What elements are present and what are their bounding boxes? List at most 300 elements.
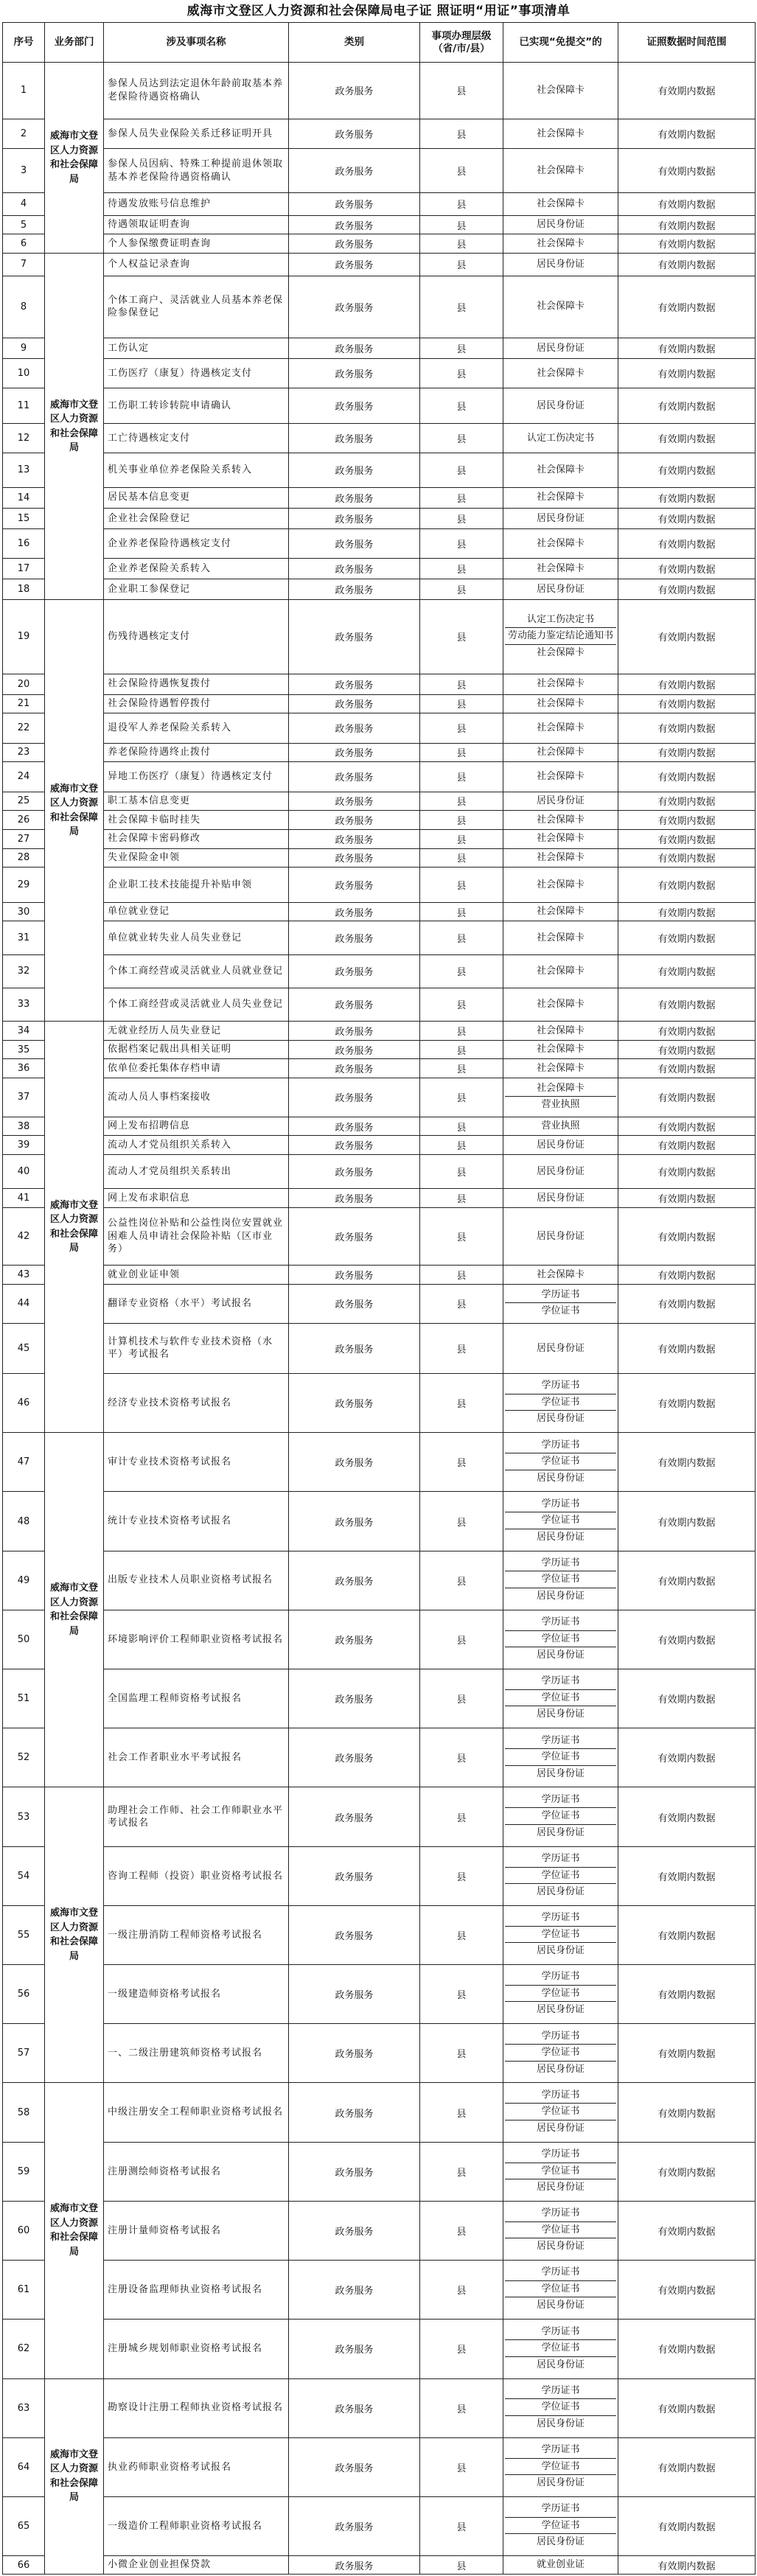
certificate-cell — [503, 2437, 618, 2496]
item-level: 县 — [420, 254, 503, 276]
item-name: 勘察设计注册工程师执业资格考试报名 — [104, 2378, 289, 2437]
row-number: 14 — [3, 487, 45, 508]
item-name: 失业保险金申领 — [104, 848, 289, 868]
item-type: 政务服务 — [289, 1492, 420, 1551]
item-name: 咨询工程师（投资）职业资格考试报名 — [104, 1846, 289, 1905]
data-range: 有效期内数据 — [618, 2024, 756, 2083]
item-level: 县 — [420, 1492, 503, 1551]
certificate-cell — [503, 1189, 618, 1208]
certificate-name: 学位证书 — [505, 1807, 616, 1824]
certificate-cell — [503, 848, 618, 868]
item-level: 县 — [420, 1078, 503, 1117]
item-type: 政务服务 — [289, 487, 420, 508]
item-name: 执业药师职业资格考试报名 — [104, 2437, 289, 2496]
certificate-name: 居民身份证 — [505, 2179, 616, 2196]
row-number: 49 — [3, 1551, 45, 1610]
header-cert: 已实现“免提交”的 — [503, 23, 618, 63]
table-row — [3, 579, 756, 600]
certificate-cell — [503, 988, 618, 1021]
item-type: 政务服务 — [289, 694, 420, 713]
certificate-cell — [503, 2261, 618, 2320]
certificate-name: 社会保障卡 — [536, 1062, 585, 1074]
data-range: 有效期内数据 — [618, 254, 756, 276]
item-type: 政务服务 — [289, 559, 420, 579]
certificate-name: 社会保障卡 — [505, 644, 616, 661]
item-type: 政务服务 — [289, 254, 420, 276]
table-row — [3, 149, 756, 193]
certificate-name: 学历证书 — [541, 1675, 580, 1687]
certificate-name: 学历证书 — [541, 1852, 580, 1864]
header-row — [3, 23, 756, 63]
certificate-cell — [503, 453, 618, 487]
certificate-name: 居民身份证 — [536, 342, 585, 354]
row-number: 33 — [3, 988, 45, 1021]
table-row — [3, 1040, 756, 1059]
item-level: 县 — [420, 2201, 503, 2260]
data-range: 有效期内数据 — [618, 1323, 756, 1373]
certificate-name: 居民身份证 — [536, 1230, 585, 1242]
data-range: 有效期内数据 — [618, 600, 756, 674]
certificate-cell — [503, 1117, 618, 1136]
row-number: 8 — [3, 276, 45, 338]
certificate-name: 社会保障卡 — [536, 128, 585, 139]
item-type: 政务服务 — [289, 1728, 420, 1787]
certificate-cell — [503, 508, 618, 528]
table-row — [3, 254, 756, 276]
data-range: 有效期内数据 — [618, 1208, 756, 1266]
row-number: 40 — [3, 1155, 45, 1189]
row-number: 37 — [3, 1078, 45, 1117]
table-row — [3, 2556, 756, 2575]
certificate-name: 学位证书 — [505, 1748, 616, 1765]
certificate-name: 社会保障卡 — [536, 85, 585, 97]
table-row — [3, 2378, 756, 2437]
certificate-name: 社会保障卡 — [536, 164, 585, 176]
certificate-cell — [503, 2142, 618, 2201]
certificate-name: 学位证书 — [505, 1394, 616, 1411]
certificate-cell — [503, 63, 618, 119]
certificate-name: 居民身份证 — [505, 1410, 616, 1427]
item-level: 县 — [420, 1374, 503, 1433]
item-name: 个体工商户、灵活就业人员基本养老保险参保登记 — [104, 276, 289, 338]
table-row — [3, 713, 756, 743]
data-range: 有效期内数据 — [618, 954, 756, 988]
item-type: 政务服务 — [289, 1078, 420, 1117]
item-level: 县 — [420, 215, 503, 234]
item-level: 县 — [420, 2437, 503, 2496]
item-level: 县 — [420, 2378, 503, 2437]
item-level: 县 — [420, 453, 503, 487]
data-range: 有效期内数据 — [618, 921, 756, 954]
item-level: 县 — [420, 388, 503, 424]
certificate-cell — [503, 954, 618, 988]
table-row — [3, 1078, 756, 1117]
table-row — [3, 921, 756, 954]
table-row — [3, 2201, 756, 2260]
item-name: 公益性岗位补贴和公益性岗位安置就业困难人员申请社会保险补贴（区市业务） — [104, 1208, 289, 1266]
item-type: 政务服务 — [289, 1846, 420, 1905]
certificate-cell — [503, 2083, 618, 2142]
table-row — [3, 1433, 756, 1492]
table-row — [3, 508, 756, 528]
certificate-name: 学位证书 — [505, 2517, 616, 2534]
item-name: 参保人员达到法定退休年龄前取基本养老保险待遇资格确认 — [104, 63, 289, 119]
row-number: 61 — [3, 2261, 45, 2320]
item-type: 政务服务 — [289, 1284, 420, 1323]
certificate-name: 学位证书 — [505, 2458, 616, 2475]
item-level: 县 — [420, 276, 503, 338]
data-range: 有效期内数据 — [618, 1059, 756, 1078]
row-number: 31 — [3, 921, 45, 954]
row-number: 19 — [3, 600, 45, 674]
table-row — [3, 1059, 756, 1078]
certificate-name: 社会保障卡 — [536, 678, 585, 690]
item-level: 县 — [420, 1022, 503, 1041]
item-type: 政务服务 — [289, 2261, 420, 2320]
row-number: 22 — [3, 713, 45, 743]
data-range: 有效期内数据 — [618, 1136, 756, 1155]
item-name: 伤残待遇核定支付 — [104, 600, 289, 674]
item-type: 政务服务 — [289, 988, 420, 1021]
item-type: 政务服务 — [289, 954, 420, 988]
item-type: 政务服务 — [289, 792, 420, 811]
data-range: 有效期内数据 — [618, 2261, 756, 2320]
row-number: 28 — [3, 848, 45, 868]
item-level: 县 — [420, 423, 503, 453]
item-type: 政务服务 — [289, 674, 420, 694]
item-type: 政务服务 — [289, 358, 420, 388]
certificate-name: 居民身份证 — [505, 1529, 616, 1546]
item-level: 县 — [420, 674, 503, 694]
item-name: 流动人员人事档案接收 — [104, 1078, 289, 1117]
department-cell: 威海市文登区人力资源和社会保障局 — [45, 2378, 104, 2575]
item-name: 注册计量师资格考试报名 — [104, 2201, 289, 2260]
data-range: 有效期内数据 — [618, 528, 756, 558]
item-name: 退役军人养老保险关系转入 — [104, 713, 289, 743]
data-range: 有效期内数据 — [618, 1266, 756, 1285]
item-type: 政务服务 — [289, 600, 420, 674]
item-type: 政务服务 — [289, 423, 420, 453]
item-type: 政务服务 — [289, 1551, 420, 1610]
certificate-name: 居民身份证 — [505, 1647, 616, 1664]
certificate-cell — [503, 1059, 618, 1078]
items-table — [2, 22, 756, 2575]
table-row — [3, 1551, 756, 1610]
data-range: 有效期内数据 — [618, 423, 756, 453]
certificate-cell — [503, 234, 618, 254]
certificate-name: 居民身份证 — [505, 1470, 616, 1487]
item-level: 县 — [420, 1846, 503, 1905]
certificate-cell — [503, 528, 618, 558]
item-level: 县 — [420, 2083, 503, 2142]
row-number: 12 — [3, 423, 45, 453]
item-type: 政务服务 — [289, 1965, 420, 2024]
data-range: 有效期内数据 — [618, 559, 756, 579]
item-type: 政务服务 — [289, 868, 420, 903]
item-level: 县 — [420, 2142, 503, 2201]
item-level: 县 — [420, 902, 503, 921]
item-level: 县 — [420, 1266, 503, 1285]
item-level: 县 — [420, 1136, 503, 1155]
certificate-name: 学位证书 — [505, 1689, 616, 1706]
table-row — [3, 1787, 756, 1846]
certificate-name: 居民身份证 — [536, 219, 585, 231]
item-level: 县 — [420, 2556, 503, 2575]
data-range: 有效期内数据 — [618, 358, 756, 388]
row-number: 5 — [3, 215, 45, 234]
row-number: 21 — [3, 694, 45, 713]
item-type: 政务服务 — [289, 1155, 420, 1189]
certificate-cell — [503, 1323, 618, 1373]
certificate-name: 就业创业证 — [536, 2559, 585, 2571]
certificate-cell — [503, 1284, 618, 1323]
row-number: 41 — [3, 1189, 45, 1208]
certificate-name: 学历证书 — [541, 2325, 580, 2337]
item-type: 政务服务 — [289, 2437, 420, 2496]
table-row — [3, 119, 756, 148]
certificate-name: 学历证书 — [541, 2030, 580, 2042]
table-row — [3, 868, 756, 903]
certificate-name: 居民身份证 — [536, 259, 585, 270]
certificate-name: 学位证书 — [505, 1453, 616, 1470]
table-row — [3, 1266, 756, 1285]
table-row — [3, 1155, 756, 1189]
data-range: 有效期内数据 — [618, 119, 756, 148]
certificate-name: 社会保障卡 — [536, 1025, 585, 1036]
item-name: 社会保障卡临时挂失 — [104, 811, 289, 830]
certificate-name: 社会保障卡 — [536, 237, 585, 249]
certificate-cell — [503, 829, 618, 848]
item-type: 政务服务 — [289, 149, 420, 193]
item-level: 县 — [420, 1669, 503, 1728]
certificate-name: 社会保障卡 — [536, 492, 585, 503]
certificate-cell — [503, 694, 618, 713]
row-number: 4 — [3, 193, 45, 216]
row-number: 38 — [3, 1117, 45, 1136]
item-level: 县 — [420, 2320, 503, 2378]
data-range: 有效期内数据 — [618, 829, 756, 848]
certificate-name: 学历证书 — [541, 1288, 580, 1300]
item-type: 政务服务 — [289, 388, 420, 424]
table-row — [3, 829, 756, 848]
data-range: 有效期内数据 — [618, 811, 756, 830]
certificate-cell — [503, 811, 618, 830]
item-level: 县 — [420, 193, 503, 216]
item-level: 县 — [420, 149, 503, 193]
certificate-cell — [503, 674, 618, 694]
data-range: 有效期内数据 — [618, 2142, 756, 2201]
department-cell: 威海市文登区人力资源和社会保障局 — [45, 1022, 104, 1433]
item-name: 社会工作者职业水平考试报名 — [104, 1728, 289, 1787]
certificate-cell — [503, 1965, 618, 2024]
item-level: 县 — [420, 487, 503, 508]
item-level: 县 — [420, 600, 503, 674]
certificate-cell — [503, 119, 618, 148]
item-type: 政务服务 — [289, 2024, 420, 2083]
certificate-name: 居民身份证 — [505, 1942, 616, 1959]
certificate-cell — [503, 600, 618, 674]
item-name: 企业社会保险登记 — [104, 508, 289, 528]
certificate-name: 学位证书 — [505, 1867, 616, 1884]
item-name: 网上发布求职信息 — [104, 1189, 289, 1208]
certificate-name: 居民身份证 — [505, 2415, 616, 2432]
table-row — [3, 954, 756, 988]
row-number: 59 — [3, 2142, 45, 2201]
certificate-name: 学位证书 — [505, 1926, 616, 1943]
certificate-cell — [503, 2201, 618, 2260]
item-name: 流动人才党员组织关系转入 — [104, 1136, 289, 1155]
certificate-name: 学位证书 — [505, 1630, 616, 1647]
row-number: 55 — [3, 1905, 45, 1964]
item-type: 政务服务 — [289, 63, 420, 119]
certificate-cell — [503, 338, 618, 358]
item-type: 政务服务 — [289, 848, 420, 868]
department-cell: 威海市文登区人力资源和社会保障局 — [45, 1433, 104, 1787]
certificate-name: 社会保障卡 — [536, 852, 585, 864]
certificate-name: 居民身份证 — [505, 2474, 616, 2491]
certificate-name: 学历证书 — [541, 2443, 580, 2455]
item-type: 政务服务 — [289, 1374, 420, 1433]
item-level: 县 — [420, 868, 503, 903]
data-range: 有效期内数据 — [618, 1846, 756, 1905]
certificate-name: 居民身份证 — [505, 2238, 616, 2255]
certificate-name: 学历证书 — [541, 2089, 580, 2101]
item-type: 政务服务 — [289, 902, 420, 921]
certificate-name: 社会保障卡 — [536, 464, 585, 476]
data-range: 有效期内数据 — [618, 1905, 756, 1964]
item-type: 政务服务 — [289, 579, 420, 600]
item-type: 政务服务 — [289, 1059, 420, 1078]
certificate-cell — [503, 1040, 618, 1059]
certificate-name: 社会保障卡 — [536, 932, 585, 943]
certificate-cell — [503, 921, 618, 954]
data-range: 有效期内数据 — [618, 674, 756, 694]
row-number: 20 — [3, 674, 45, 694]
data-range: 有效期内数据 — [618, 1492, 756, 1551]
row-number: 50 — [3, 1610, 45, 1669]
certificate-name: 营业执照 — [541, 1120, 580, 1132]
certificate-name: 居民身份证 — [505, 2297, 616, 2314]
certificate-name: 学位证书 — [505, 1571, 616, 1588]
table-row — [3, 848, 756, 868]
row-number: 47 — [3, 1433, 45, 1492]
header-range: 证照数据时间范围 — [618, 23, 756, 63]
certificate-name: 居民身份证 — [505, 1765, 616, 1782]
table-row — [3, 2437, 756, 2496]
item-name: 居民基本信息变更 — [104, 487, 289, 508]
item-level: 县 — [420, 954, 503, 988]
data-range: 有效期内数据 — [618, 276, 756, 338]
certificate-name: 居民身份证 — [536, 1139, 585, 1151]
certificate-cell — [503, 743, 618, 762]
certificate-name: 社会保障卡 — [536, 833, 585, 845]
department-cell: 威海市文登区人力资源和社会保障局 — [45, 1787, 104, 2083]
item-level: 县 — [420, 1323, 503, 1373]
certificate-cell — [503, 254, 618, 276]
certificate-name: 学位证书 — [505, 1512, 616, 1529]
table-row — [3, 388, 756, 424]
certificate-name: 学位证书 — [505, 2221, 616, 2238]
certificate-name: 学历证书 — [541, 1616, 580, 1628]
table-row — [3, 2024, 756, 2083]
row-number: 25 — [3, 792, 45, 811]
item-name: 工伤认定 — [104, 338, 289, 358]
item-level: 县 — [420, 528, 503, 558]
certificate-name: 居民身份证 — [505, 1824, 616, 1841]
item-name: 个体工商经营或灵活就业人员失业登记 — [104, 988, 289, 1021]
data-range: 有效期内数据 — [618, 1374, 756, 1433]
row-number: 6 — [3, 234, 45, 254]
table-row — [3, 988, 756, 1021]
row-number: 16 — [3, 528, 45, 558]
table-row — [3, 1374, 756, 1433]
item-level: 县 — [420, 234, 503, 254]
item-type: 政务服务 — [289, 528, 420, 558]
table-row — [3, 1965, 756, 2024]
certificate-cell — [503, 358, 618, 388]
certificate-name: 学历证书 — [541, 2266, 580, 2278]
data-range: 有效期内数据 — [618, 388, 756, 424]
item-type: 政务服务 — [289, 2378, 420, 2437]
certificate-cell — [503, 1266, 618, 1285]
item-type: 政务服务 — [289, 2320, 420, 2378]
data-range: 有效期内数据 — [618, 762, 756, 792]
item-type: 政务服务 — [289, 338, 420, 358]
certificate-name: 学位证书 — [505, 2398, 616, 2415]
certificate-cell — [503, 388, 618, 424]
data-range: 有效期内数据 — [618, 63, 756, 119]
row-number: 54 — [3, 1846, 45, 1905]
certificate-name: 学位证书 — [505, 2044, 616, 2061]
item-type: 政务服务 — [289, 215, 420, 234]
item-name: 企业职工技术技能提升补贴申领 — [104, 868, 289, 903]
data-range: 有效期内数据 — [618, 743, 756, 762]
item-level: 县 — [420, 1551, 503, 1610]
row-number: 57 — [3, 2024, 45, 2083]
item-level: 县 — [420, 2261, 503, 2320]
item-type: 政务服务 — [289, 2496, 420, 2555]
row-number: 64 — [3, 2437, 45, 2496]
certificate-cell — [503, 2496, 618, 2555]
item-type: 政务服务 — [289, 921, 420, 954]
data-range: 有效期内数据 — [618, 1610, 756, 1669]
data-range: 有效期内数据 — [618, 1284, 756, 1323]
certificate-name: 社会保障卡 — [536, 367, 585, 379]
header-level: 事项办理层级（省/市/县） — [420, 23, 503, 63]
data-range: 有效期内数据 — [618, 1040, 756, 1059]
certificate-name: 居民身份证 — [505, 2120, 616, 2137]
item-name: 个人权益记录查询 — [104, 254, 289, 276]
row-number: 7 — [3, 254, 45, 276]
item-level: 县 — [420, 1040, 503, 1059]
data-range: 有效期内数据 — [618, 713, 756, 743]
certificate-name: 社会保障卡 — [536, 1268, 585, 1280]
certificate-cell — [503, 1551, 618, 1610]
data-range: 有效期内数据 — [618, 215, 756, 234]
certificate-name: 营业执照 — [505, 1096, 616, 1113]
row-number: 30 — [3, 902, 45, 921]
item-name: 依单位委托集体存档申请 — [104, 1059, 289, 1078]
certificate-cell — [503, 1905, 618, 1964]
data-range: 有效期内数据 — [618, 1669, 756, 1728]
row-number: 15 — [3, 508, 45, 528]
certificate-name: 社会保障卡 — [536, 771, 585, 783]
item-level: 县 — [420, 1787, 503, 1846]
certificate-name: 社会保障卡 — [536, 722, 585, 734]
item-name: 参保人员失业保险关系迁移证明开具 — [104, 119, 289, 148]
item-level: 县 — [420, 743, 503, 762]
item-type: 政务服务 — [289, 713, 420, 743]
